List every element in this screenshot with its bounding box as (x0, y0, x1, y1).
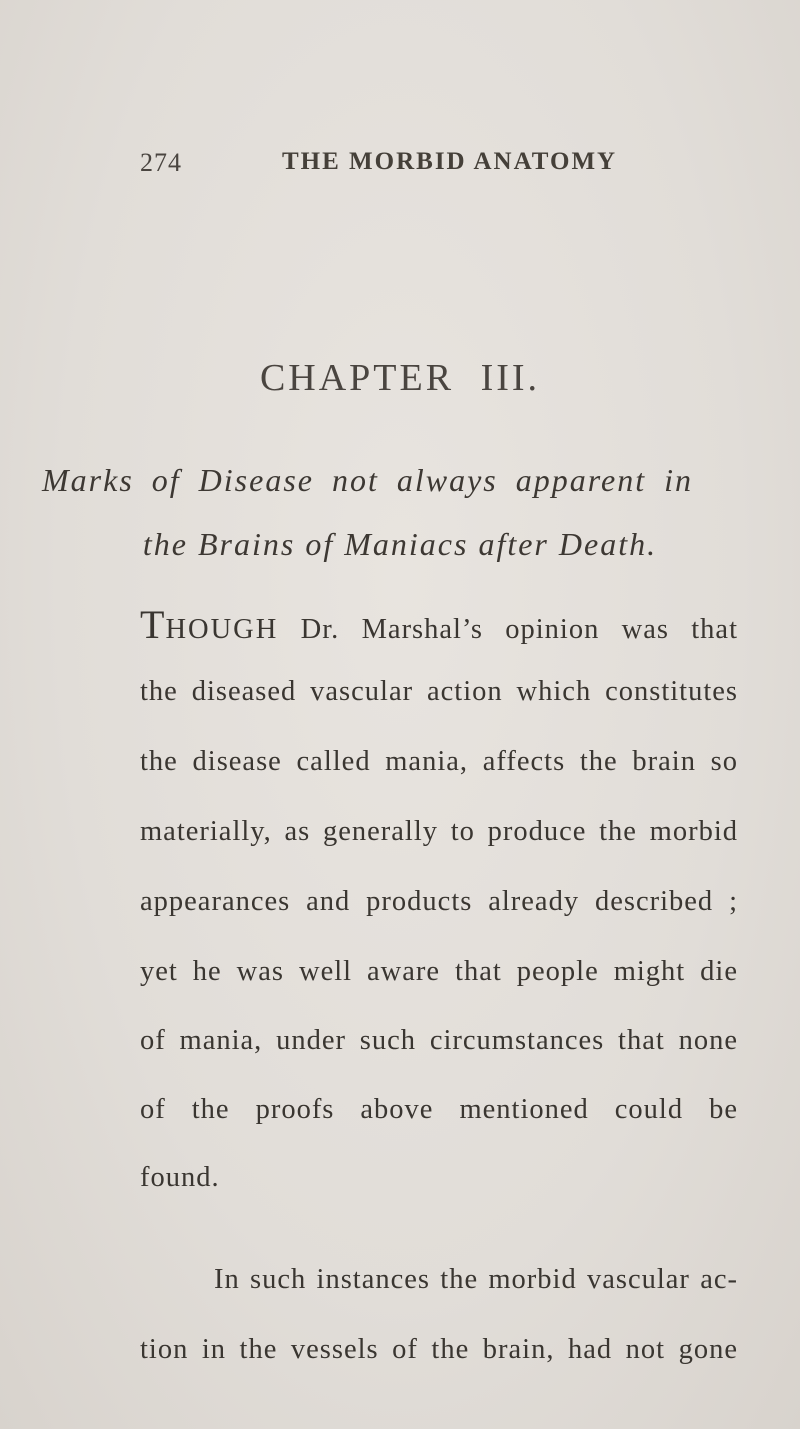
paragraph-1-line-1 (140, 602, 739, 647)
text-line: appearances and products already described ; (140, 886, 738, 917)
opening-word: HOUGH (165, 614, 279, 645)
text-line: In such instances the morbid vascular ac- (214, 1264, 738, 1295)
text-line: the disease called mania, affects the brain so (140, 746, 738, 777)
line-text: Dr. Marshal’s opinion was that (300, 614, 739, 645)
running-head (140, 148, 740, 188)
running-title: THE MORBID ANATOMY (282, 148, 618, 175)
drop-cap: T (140, 602, 166, 647)
text-line: tion in the vessels of the brain, had not gone (140, 1334, 738, 1365)
page-number: 274 (140, 148, 182, 177)
text-line: of the proofs above mentioned could be (140, 1094, 738, 1125)
chapter-title: CHAPTER III. (259, 357, 541, 399)
text-line: materially, as generally to produce the morbid (140, 816, 738, 847)
text-line: found. (140, 1162, 220, 1193)
chapter-subtitle-line-1: Marks of Disease not always apparent in (42, 462, 693, 498)
text-line: of mania, under such circumstances that none (140, 1025, 738, 1056)
text-line: the diseased vascular action which constitutes (140, 676, 738, 707)
text-line: yet he was well aware that people might die (140, 956, 738, 987)
chapter-subtitle-line-2: the Brains of Maniacs after Death. (142, 526, 658, 562)
